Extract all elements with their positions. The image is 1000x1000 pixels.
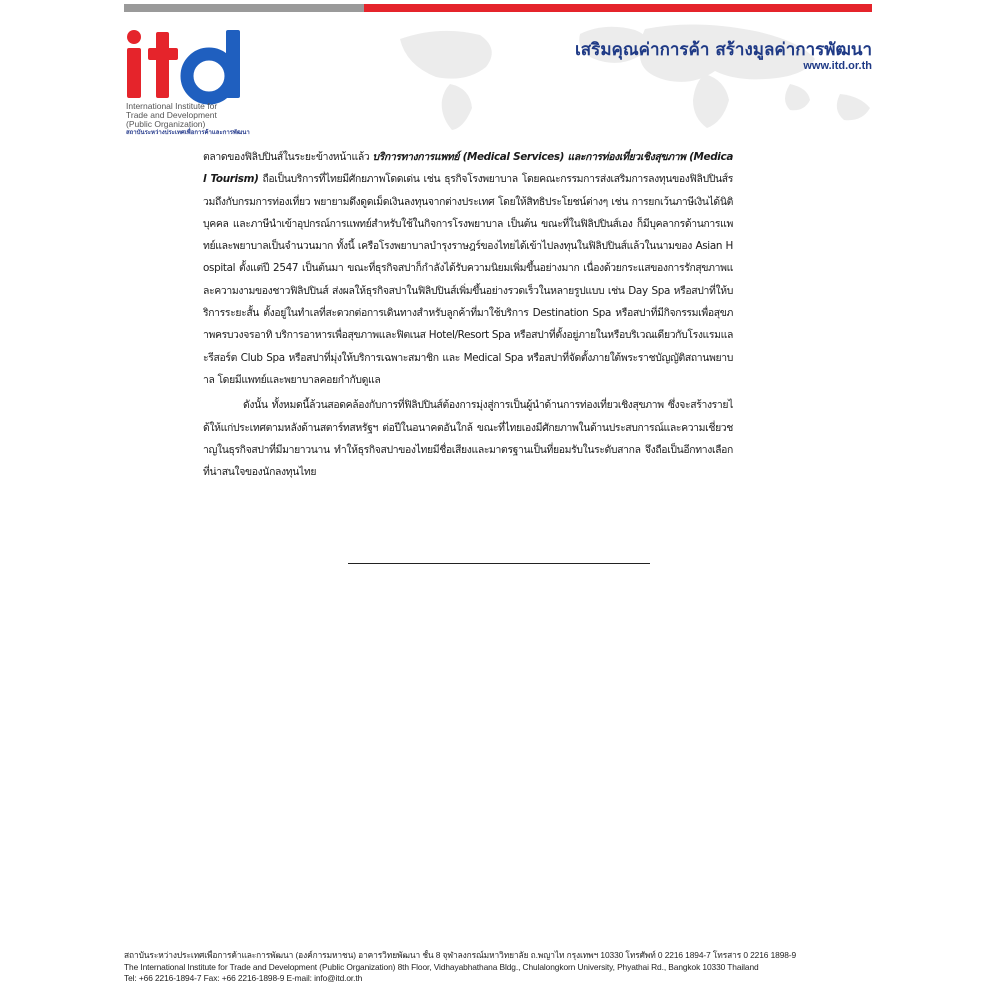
logo-subtitle-line: Trade and Development xyxy=(126,110,217,120)
end-divider xyxy=(348,563,650,564)
paragraph-1 xyxy=(203,146,733,391)
paragraph-1-text: ถือเป็นบริการที่ไทยมีศักยภาพโดดเด่น เช่น ธุรกิจโรงพยาบาล โดยคณะกรรมการส่งเสริมการลงทุนของฟิลิปปินส์รวมถึงกับกรมการท่องเที่ยว พยายามดึงดูดเม็ดเงินลงทุนจากต่างประเทศ โดยให้สิทธิประโยชน์ต่างๆ เช่น การยกเว้นภาษีเงินได้นิติบุคคล และภาษีนำเข้าอุปกรณ์การแพทย์สำหรับใช้ในกิจการโรงพยาบาล เป็นต้น ขณะที่ในฟิลิปปินส์เอง ก็มีบุคลากรด้านการแพทย์และพยาบาลเป็นจำนวนมาก ทั้งนี้ เครือโรงพยาบาลบำรุงราษฎร์ของไทยได้เข้าไปลงทุนในฟิลิปปินส์แล้วในนามของ Asian Hospital ตั้งแต่ปี 2547 เป็นต้นมา ขณะที่ธุรกิจสปาก็กำลังได้รับความนิยมเพิ่มขึ้นอย่างมาก เนื่องด้วยกระแสของการรักสุขภาพและความงามของชาวฟิลิปปินส์ ส่งผลให้ธุรกิจสปาในฟิลิปปินส์เพิ่มขึ้นอย่างรวดเร็วในหลายรูปแบบ เช่น Day Spa หรือสปาที่ให้บริการระยะสั้น ตั้งอยู่ในทำเลที่สะดวกต่อการเดินทางสำหรับลูกค้าที่มาใช้บริการ Destination Spa หรือสปาที่มีกิจกรรมเพื่อสุขภาพครบวงจรอาทิ บริการอาหารเพื่อสุขภาพและฟิตเนส Hotel/Resort Spa หรือสปาที่ตั้งอยู่ภายในหรือบริเวณเดียวกับโรงแรมและรีสอร์ต Club Spa หรือสปาที่มุ่งให้บริการเฉพาะสมาชิก และ Medical Spa หรือสปาที่จัดตั้งภายใต้พระราชบัญญัติสถานพยาบาล โดยมีแพทย์และพยาบาลคอยกำกับดูแล xyxy=(203,173,733,386)
paragraph-2: ดังนั้น ทั้งหมดนี้ล้วนสอดคล้องกับการที่ฟิลิปปินส์ต้องการมุ่งสู่การเป็นผู้นำด้านการท่องเที่ยวเชิงสุขภาพ ซึ่งจะสร้างรายได้ให้แก่ประเทศตามหลังด้านสตาร์ทสหรัฐฯ ต่อปีในอนาคตอันใกล้ ขณะที่ไทยเองมีศักยภาพในด้านประสบการณ์และความเชี่ยวชาญในธุรกิจสปาที่มีมายาวนาน ทำให้ธุรกิจสปาของไทยมีชื่อเสียงและมาตรฐานเป็นที่ยอมรับในระดับสากล จึงถือเป็นอีกทางเลือกที่น่าสนใจของนักลงทุนไทย xyxy=(203,399,733,479)
itd-logo-mark xyxy=(124,26,264,106)
logo-subtitle-line: (Public Organization) xyxy=(126,119,206,129)
itd-logo xyxy=(124,26,264,136)
page-footer xyxy=(124,950,876,985)
footer-address-english: The International Institute for Trade and Development (Public Organization) 8th Floor, Vidhayabhathana Bldg., Chulalongkorn University, Phyathai Rd., Bangkok 10330 Thailand xyxy=(124,961,759,972)
header-gray-bar xyxy=(124,4,364,12)
paragraph-1-highlight: บริการทางการแพทย์ (Medical Services) และการท่องเที่ยวเชิงสุขภาพ (Medical Tourism) xyxy=(203,151,733,186)
logo-subtitle-thai: สถาบันระหว่างประเทศเพื่อการค้าและการพัฒนา xyxy=(126,130,250,136)
document-body xyxy=(203,146,733,483)
footer-contact: Tel: +66 2216-1894-7 Fax: +66 2216-1898-9 E-mail: info@itd.or.th xyxy=(124,973,363,983)
paragraph-1-intro: ตลาดของฟิลิปปินส์ในระยะข้างหน้าแล้ว xyxy=(203,151,373,163)
world-map-decoration xyxy=(250,14,880,134)
header-website-link[interactable]: www.itd.or.th xyxy=(803,60,872,72)
header-tagline: เสริมคุณค่าการค้า สร้างมูลค่าการพัฒนา xyxy=(575,40,872,60)
logo-subtitle-line: International Institute for xyxy=(126,101,218,111)
footer-address-thai: สถาบันระหว่างประเทศเพื่อการค้าและการพัฒนา (องค์การมหาชน) อาคารวิทยพัฒนา ชั้น 8 จุฬาลงกรณ์มหาวิทยาลัย ถ.พญาไท กรุงเทพฯ 10330 โทรศัพท์ 0 2216 1894-7 โทรสาร 0 2216 1898-9 xyxy=(124,950,797,960)
header-red-bar xyxy=(364,4,872,12)
